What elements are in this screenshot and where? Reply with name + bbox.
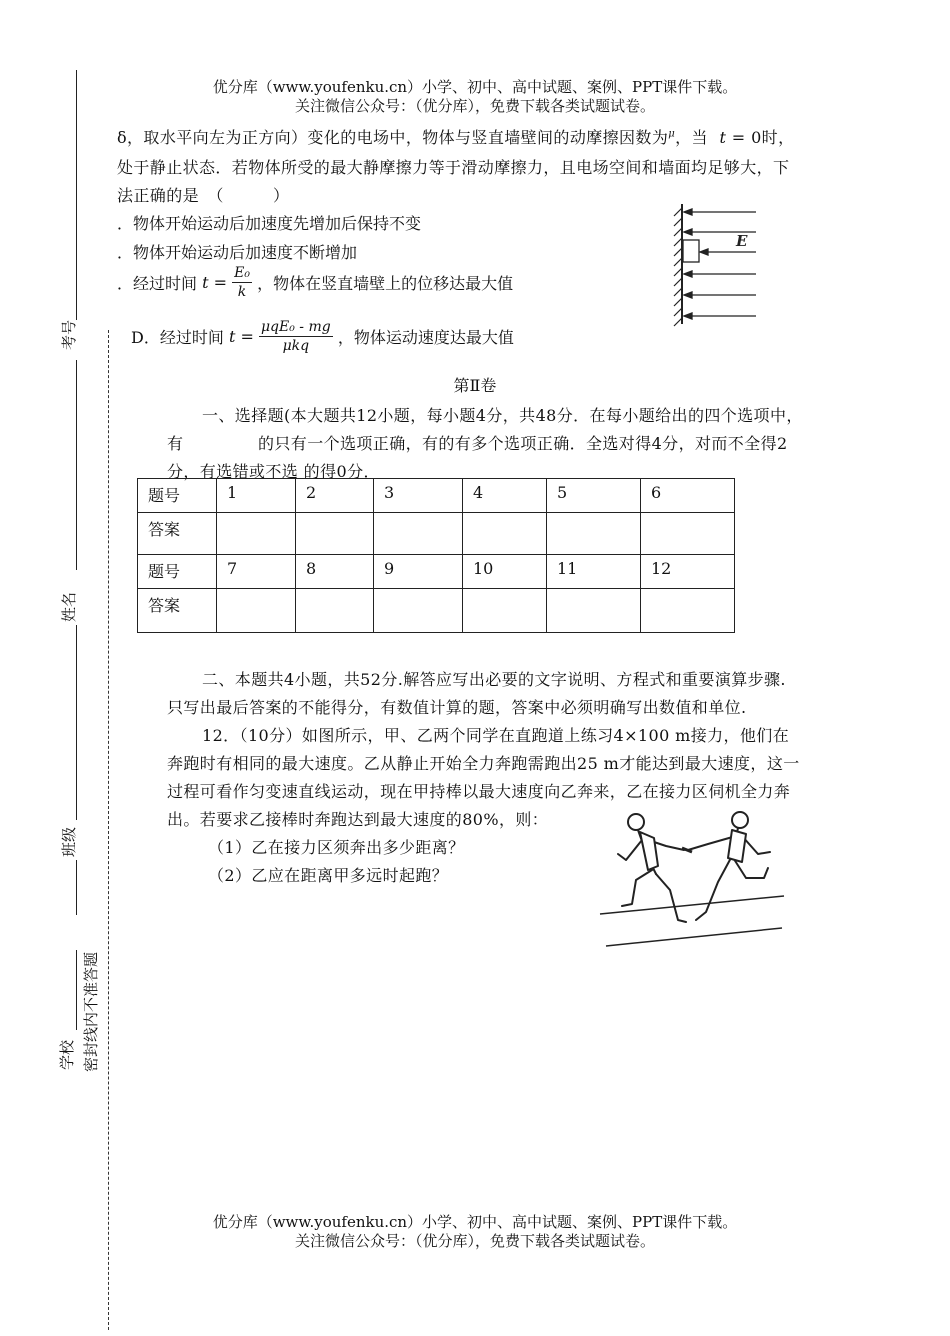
section1-line-2b: 的只有一个选项正确，有的有多个选项正确．全选对得4分，对而不全得2 — [258, 434, 788, 453]
header-line-2: 关注微信公众号：（优分库），免费下载各类试题试卷。 — [294, 97, 655, 115]
question-number-cell: 12 — [641, 555, 735, 589]
exam-no-label: 考号 — [60, 319, 78, 350]
answer-cell[interactable] — [463, 589, 547, 633]
question-number-cell: 7 — [217, 555, 296, 589]
question-number-cell: 11 — [547, 555, 641, 589]
q12-sub-2: （2）乙应在距离甲多远时起跑？ — [208, 866, 449, 885]
table-answer-label: 答案 — [138, 589, 217, 633]
question-number-cell: 4 — [463, 479, 547, 513]
q11-option-c: ．经过时间 t = $\frac{\text{E₀}}{k}$ ，物体在竖直墙壁上的位移达最大值 — [117, 265, 514, 300]
question-number-cell: 3 — [374, 479, 463, 513]
table-row — [138, 589, 735, 633]
table-header-cell: 题号 — [138, 555, 217, 589]
question-number-cell: 1 — [217, 479, 296, 513]
binding-line-low — [76, 860, 77, 915]
section2-line-1: 二、本题共4小题，共52分.解答应写出必要的文字说明、方程式和重要演算步骤. — [202, 670, 786, 689]
answer-cell[interactable] — [217, 513, 296, 555]
binding-line-mid2 — [76, 625, 77, 820]
q12-line-1: 12．（10分）如图所示，甲、乙两个同学在直跑道上练习4×100 m接力，他们在 — [202, 726, 790, 745]
electric-field-figure — [668, 200, 760, 330]
question-number-cell: 2 — [296, 479, 374, 513]
section1-line-2a: 有 — [167, 434, 184, 453]
part2-title: 第Ⅱ卷 — [453, 376, 497, 395]
class-label: 班级 — [60, 826, 78, 857]
field-label: E — [736, 232, 748, 250]
q12-line-2: 奔跑时有相同的最大速度。乙从静止开始全力奔跑需跑出25 m才能达到最大速度，这一 — [167, 754, 800, 773]
q12-line-4: 出。若要求乙接棒时奔跑达到最大速度的80%，则： — [167, 810, 549, 829]
question-number-cell: 10 — [463, 555, 547, 589]
q11-line-1: δ，取水平向左为正方向）变化的电场中，物体与竖直墙壁间的动摩擦因数为$^\mu$，当 t = 0时， — [117, 128, 795, 147]
q11-line-2: 处于静止状态．若物体所受的最大静摩擦力等于滑动摩擦力，且电场空间和墙面均足够大，下 — [117, 158, 790, 177]
answer-cell[interactable] — [296, 589, 374, 633]
footer-line-1: 优分库（www.youfenku.cn）小学、初中、高中试题、案例、PPT课件下载。 — [212, 1213, 738, 1231]
answer-cell[interactable] — [547, 513, 641, 555]
binding-line-bottom — [76, 950, 77, 1030]
answer-cell[interactable] — [463, 513, 547, 555]
answer-cell[interactable] — [217, 589, 296, 633]
name-label: 姓名 — [60, 591, 78, 622]
q11-option-d: D．经过时间 t = $\frac{\text{μqE₀ - mg}}{\text{μkq}}$ ，物体运动速度达最大值 — [131, 319, 514, 354]
q11-line-3: 法正确的是 （ ） — [117, 186, 290, 205]
question-number-cell: 6 — [641, 479, 735, 513]
relay-runners-figure — [596, 808, 788, 950]
answer-cell[interactable] — [641, 513, 735, 555]
seal-dashed-line — [108, 330, 109, 1330]
table-answer-label: 答案 — [138, 513, 217, 555]
answer-cell[interactable] — [641, 589, 735, 633]
q11-option-b: ．物体开始运动后加速度不断增加 — [117, 243, 358, 262]
table-row — [138, 513, 735, 555]
q12-line-3: 过程可看作匀变速直线运动，现在甲持棒以最大速度向乙奔来，乙在接力区伺机全力奔 — [167, 782, 791, 801]
block-object — [683, 240, 699, 262]
table-row — [138, 479, 735, 513]
answer-cell[interactable] — [374, 513, 463, 555]
table-header-cell: 题号 — [138, 479, 217, 513]
answer-table — [137, 478, 735, 633]
question-number-cell: 8 — [296, 555, 374, 589]
table-row — [138, 555, 735, 589]
question-number-cell: 5 — [547, 479, 641, 513]
answer-cell[interactable] — [296, 513, 374, 555]
binding-line-top — [76, 70, 77, 320]
seal-warning: 密封线内不准答题 — [82, 951, 100, 1072]
q11-option-a: ．物体开始运动后加速度先增加后保持不变 — [117, 214, 422, 233]
question-number-cell: 9 — [374, 555, 463, 589]
answer-cell[interactable] — [547, 589, 641, 633]
school-label: 学校 — [58, 1039, 76, 1070]
section2-line-2: 只写出最后答案的不能得分，有数值计算的题，答案中必须明确写出数值和单位. — [167, 698, 747, 717]
footer-line-2: 关注微信公众号：（优分库），免费下载各类试题试卷。 — [294, 1232, 655, 1250]
answer-cell[interactable] — [374, 589, 463, 633]
header-line-1: 优分库（www.youfenku.cn）小学、初中、高中试题、案例、PPT课件下载。 — [212, 78, 738, 96]
section1-line-1: 一、选择题(本大题共12小题，每小题4分，共48分．在每小题给出的四个选项中， — [202, 406, 803, 425]
runner-jia — [618, 814, 686, 922]
q12-sub-1: （1）乙在接力区须奔出多少距离？ — [208, 838, 465, 857]
section1-line-3: 分，有选错或不选 的得0分． — [167, 462, 380, 481]
